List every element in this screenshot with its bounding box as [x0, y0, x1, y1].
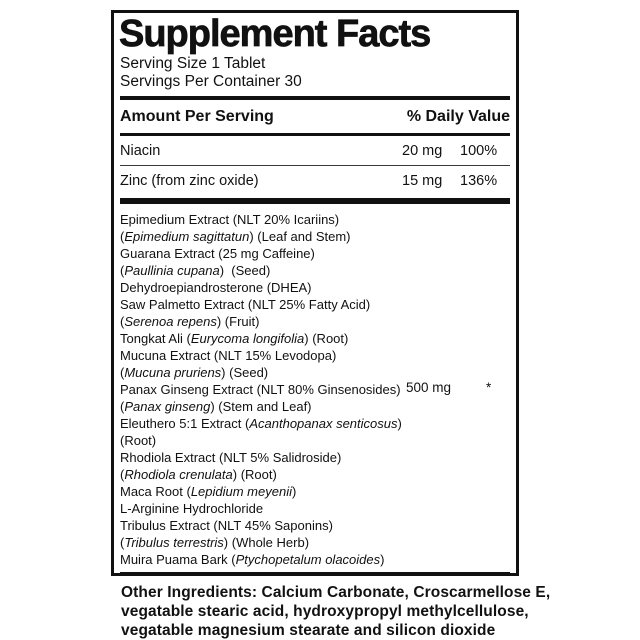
ingredient-text: Dehydroepiandrosterone (DHEA): [120, 280, 312, 295]
nutrient-name: Niacin: [120, 143, 161, 159]
blend-ingredient-line: [120, 466, 510, 483]
nutrient-daily-value: 100%: [460, 143, 498, 159]
other-ingredients-line: vegatable stearic acid, hydroxypropyl methylcellulose,: [121, 603, 529, 620]
divider-thick-mid: [120, 198, 510, 204]
ingredient-text: (: [120, 467, 125, 482]
ingredient-text: Mucuna Extract (NLT 15% Levodopa): [120, 348, 337, 363]
blend-ingredient-line: [120, 517, 510, 534]
ingredient-text: ) (Whole Herb): [223, 535, 310, 550]
blend-ingredient-line: [120, 534, 510, 551]
ingredient-text: Rhodiola Extract (NLT 5% Salidroside): [120, 450, 342, 465]
blend-ingredient-line: [120, 245, 510, 262]
blend-daily-value-asterisk: *: [486, 380, 492, 395]
ingredient-text: (: [120, 229, 125, 244]
servings-per-container-text: Servings Per Container 30: [120, 73, 302, 90]
ingredient-text: ) (Stem and Leaf): [210, 399, 312, 414]
botanical-name: Tribulus terrestris: [124, 535, 224, 550]
ingredient-text: (: [120, 365, 125, 380]
ingredient-blend-list: [120, 211, 510, 568]
nutrient-rows: [120, 136, 510, 195]
ingredient-text: (: [120, 535, 125, 550]
column-header-row: [120, 102, 510, 131]
blend-ingredient-line: [120, 211, 510, 228]
divider-thick-bottom: [120, 572, 510, 576]
botanical-name: Ptychopetalum olacoides: [235, 552, 381, 567]
blend-amount: 500 mg: [406, 380, 452, 395]
ingredient-text: ): [380, 552, 385, 567]
ingredient-text: Tongkat Ali (: [120, 331, 191, 346]
botanical-name: Mucuna pruriens: [124, 365, 222, 380]
nutrient-name: Zinc (from zinc oxide): [120, 173, 259, 189]
ingredient-text: ): [291, 484, 297, 499]
blend-ingredient-line: [120, 415, 510, 432]
blend-ingredient-line: [120, 551, 510, 568]
botanical-name: Epimedium sagittatun: [124, 229, 250, 244]
ingredient-text: (: [120, 263, 125, 278]
ingredient-text: Guarana Extract (25 mg Caffeine): [120, 246, 315, 261]
nutrient-amount: 15 mg: [402, 173, 443, 189]
ingredient-text: L-Arginine Hydrochloride: [120, 501, 264, 516]
supplement-facts-panel: [111, 10, 519, 576]
ingredient-text: ) (Root): [232, 467, 277, 482]
blend-ingredient-line: [120, 228, 510, 245]
ingredient-text: Saw Palmetto Extract (NLT 25% Fatty Acid): [120, 297, 371, 312]
amount-per-serving-header: Amount Per Serving: [120, 108, 274, 125]
ingredient-text: Panax Ginseng Extract (NLT 80% Ginsenosides): [120, 382, 401, 397]
nutrient-amount: 20 mg: [402, 143, 443, 159]
botanical-name: Lepidium meyenii: [190, 484, 292, 499]
botanical-name: Acanthopanax senticosus: [249, 416, 398, 431]
blend-ingredient-line: [120, 330, 510, 347]
nutrient-daily-value: 136%: [460, 173, 498, 189]
botanical-name: Eurycoma longifolia: [190, 331, 305, 346]
other-ingredients-line: vegatable magnesium stearate and silicon dioxide: [121, 622, 496, 639]
ingredient-text: Tribulus Extract (NLT 45% Saponins): [120, 518, 333, 533]
divider-medium-top: [120, 96, 510, 100]
other-ingredients-text: [121, 583, 611, 640]
serving-size-text: Serving Size 1 Tablet: [120, 55, 266, 72]
nutrient-row: [120, 136, 510, 165]
blend-ingredient-line: [120, 313, 510, 330]
blend-ingredient-line: [120, 500, 510, 517]
ingredient-text: ) (Root): [304, 331, 349, 346]
ingredient-text: Eleuthero 5:1 Extract (: [120, 416, 250, 431]
blend-ingredient-line: [120, 398, 510, 415]
blend-ingredient-line: [120, 364, 510, 381]
botanical-name: Serenoa repens: [124, 314, 217, 329]
other-ingredients-line: Other Ingredients: Calcium Carbonate, Croscarmellose E,: [121, 584, 551, 601]
ingredient-text: ) (Leaf and Stem): [249, 229, 351, 244]
ingredient-text: ): [397, 416, 402, 431]
blend-ingredient-line: [120, 347, 510, 364]
blend-ingredient-line: [120, 381, 510, 398]
panel-title: Supplement Facts: [119, 13, 431, 55]
ingredient-text: Muira Puama Bark (: [120, 552, 236, 567]
ingredient-text: ) (Seed): [221, 365, 269, 380]
botanical-name: Panax ginseng: [124, 399, 211, 414]
ingredient-text: (: [120, 399, 125, 414]
botanical-name: Rhodiola crenulata: [124, 467, 233, 482]
ingredient-text: (: [120, 314, 125, 329]
blend-ingredient-line: [120, 262, 510, 279]
ingredient-text: Maca Root (: [120, 484, 191, 499]
ingredient-text: ) (Seed): [219, 263, 271, 278]
botanical-name: Paullinia cupana: [124, 263, 220, 278]
ingredient-text: (Root): [120, 433, 157, 448]
daily-value-header: % Daily Value: [406, 108, 510, 125]
ingredient-text: ) (Fruit): [216, 314, 260, 329]
ingredient-text: Epimedium Extract (NLT 20% Icariins): [120, 212, 340, 227]
nutrient-row: [120, 166, 510, 195]
blend-ingredient-line: [120, 296, 510, 313]
blend-ingredient-line: [120, 432, 510, 449]
blend-ingredient-line: [120, 483, 510, 500]
blend-ingredient-line: [120, 279, 510, 296]
blend-ingredient-line: [120, 449, 510, 466]
